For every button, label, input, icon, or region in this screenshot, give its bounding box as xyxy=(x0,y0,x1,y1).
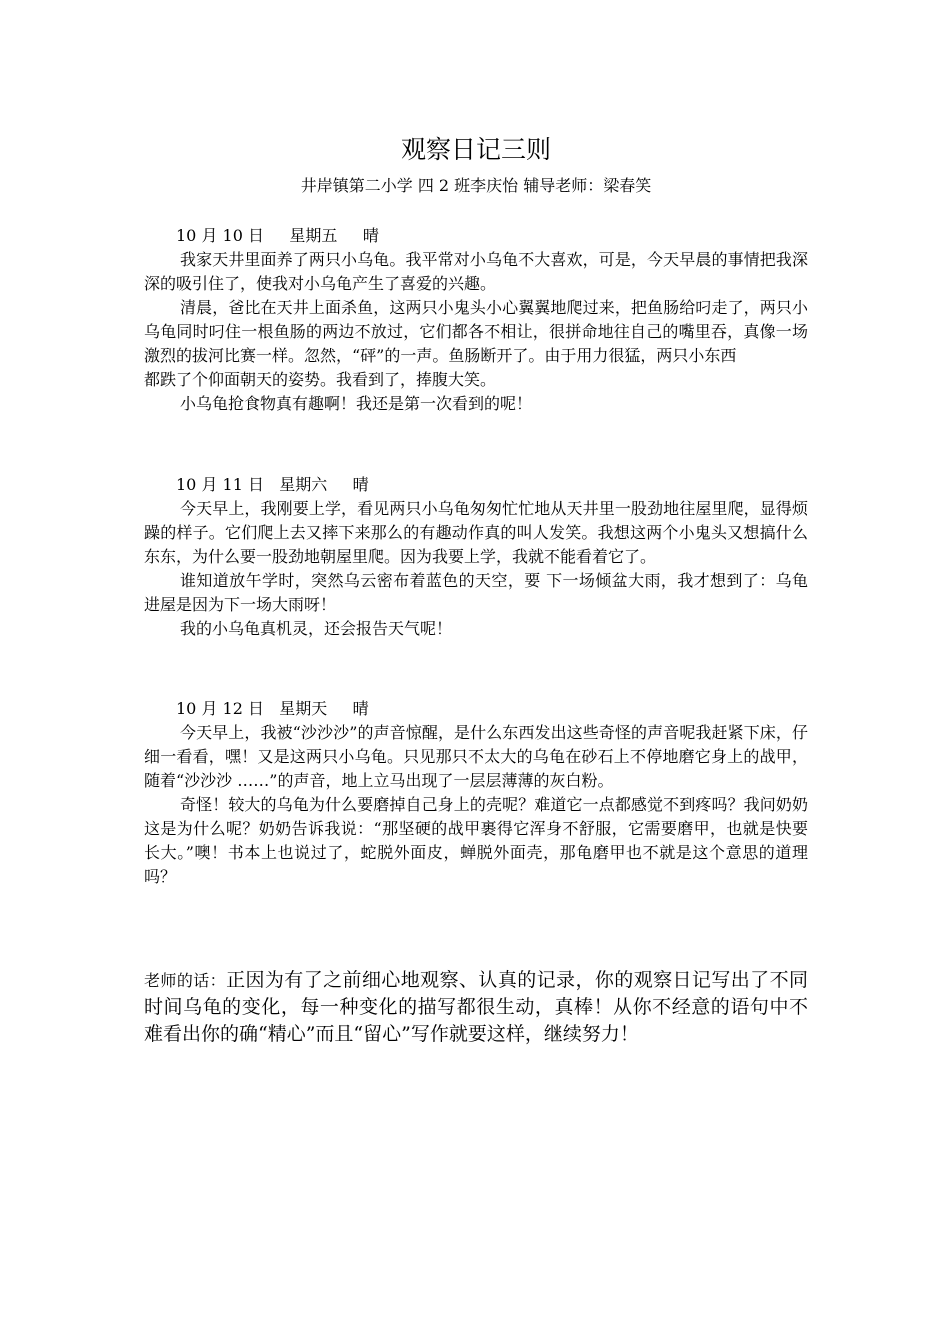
entry-date-header: 10 月 10 日 星期五 晴 xyxy=(176,226,379,245)
entry-date-header: 10 月 12 日 星期天 晴 xyxy=(176,699,369,718)
entry-paragraph: 奇怪！较大的乌龟为什么要磨掉自己身上的壳呢？难道它一点都感觉不到疼吗？我问奶奶这是为什么呢？奶奶告诉我说：“那坚硬的战甲裹得它浑身不舒服，它需要磨甲，也就是快要长大。”噢！书本上也说过了，蛇脱外面皮，蝉脱外面壳，那龟磨甲也不就是这个意思的道理吗？ xyxy=(144,795,808,886)
diary-entry-oct-11 xyxy=(144,473,808,641)
entry-date-header: 10 月 11 日 星期六 晴 xyxy=(176,475,369,494)
diary-entry-oct-10 xyxy=(144,224,808,416)
entry-paragraph: 我家天井里面养了两只小乌龟。我平常对小乌龟不大喜欢，可是，今天早晨的事情把我深深的吸引住了，使我对小乌龟产生了喜爱的兴趣。 xyxy=(144,250,808,293)
teacher-comment-label: 老师的话： xyxy=(144,971,227,990)
entry-paragraph: 小乌龟抢食物真有趣啊！我还是第一次看到的呢！ xyxy=(180,394,533,413)
entry-paragraph: 都跌了个仰面朝天的姿势。我看到了，捧腹大笑。 xyxy=(144,370,497,389)
entry-paragraph: 我的小乌龟真机灵，还会报告天气呢！ xyxy=(180,619,453,638)
diary-entry-oct-12 xyxy=(144,697,808,889)
teacher-comment-text: 正因为有了之前细心地观察、认真的记录，你的观察日记写出了不同时间乌龟的变化，每一种变化的描写都很生动，真棒！从你不经意的语句中不难看出你的确“精心”而且“留心”写作就要这样，继续努力！ xyxy=(144,969,808,1045)
teacher-comment xyxy=(144,967,808,1048)
entry-paragraph: 今天早上，我被“沙沙沙”的声音惊醒，是什么东西发出这些奇怪的声音呢我赶紧下床，仔细一看看，嘿！又是这两只小乌龟。只见那只不太大的乌龟在砂石上不停地磨它身上的战甲，随着“沙沙沙 ……”的声音，地上立马出现了一层层薄薄的灰白粉。 xyxy=(144,723,808,790)
entry-paragraph: 清晨，爸比在天井上面杀鱼，这两只小鬼头小心翼翼地爬过来，把鱼肠给叼走了，两只小乌龟同时叼住一根鱼肠的两边不放过，它们都各不相让，很拼命地往自己的嘴里吞，真像一场激烈的拔河比赛一样。忽然，“砰”的一声。鱼肠断开了。由于用力很猛，两只小东西 xyxy=(144,298,808,365)
author-byline: 井岸镇第二小学 四 2 班李庆怡 辅导老师：梁春笑 xyxy=(300,176,652,195)
entry-paragraph: 今天早上，我刚要上学，看见两只小乌龟匆匆忙忙地从天井里一股劲地往屋里爬，显得烦躁的样子。它们爬上去又摔下来那么的有趣动作真的叫人发笑。我想这两个小鬼头又想搞什么东东，为什么要一股劲地朝屋里爬。因为我要上学，我就不能看着它了。 xyxy=(144,499,808,566)
document-title: 观察日记三则 xyxy=(400,135,551,164)
entry-paragraph: 谁知道放午学时，突然乌云密布着蓝色的天空，要 下一场倾盆大雨，我才想到了：乌龟进屋是因为下一场大雨呀！ xyxy=(144,571,808,614)
